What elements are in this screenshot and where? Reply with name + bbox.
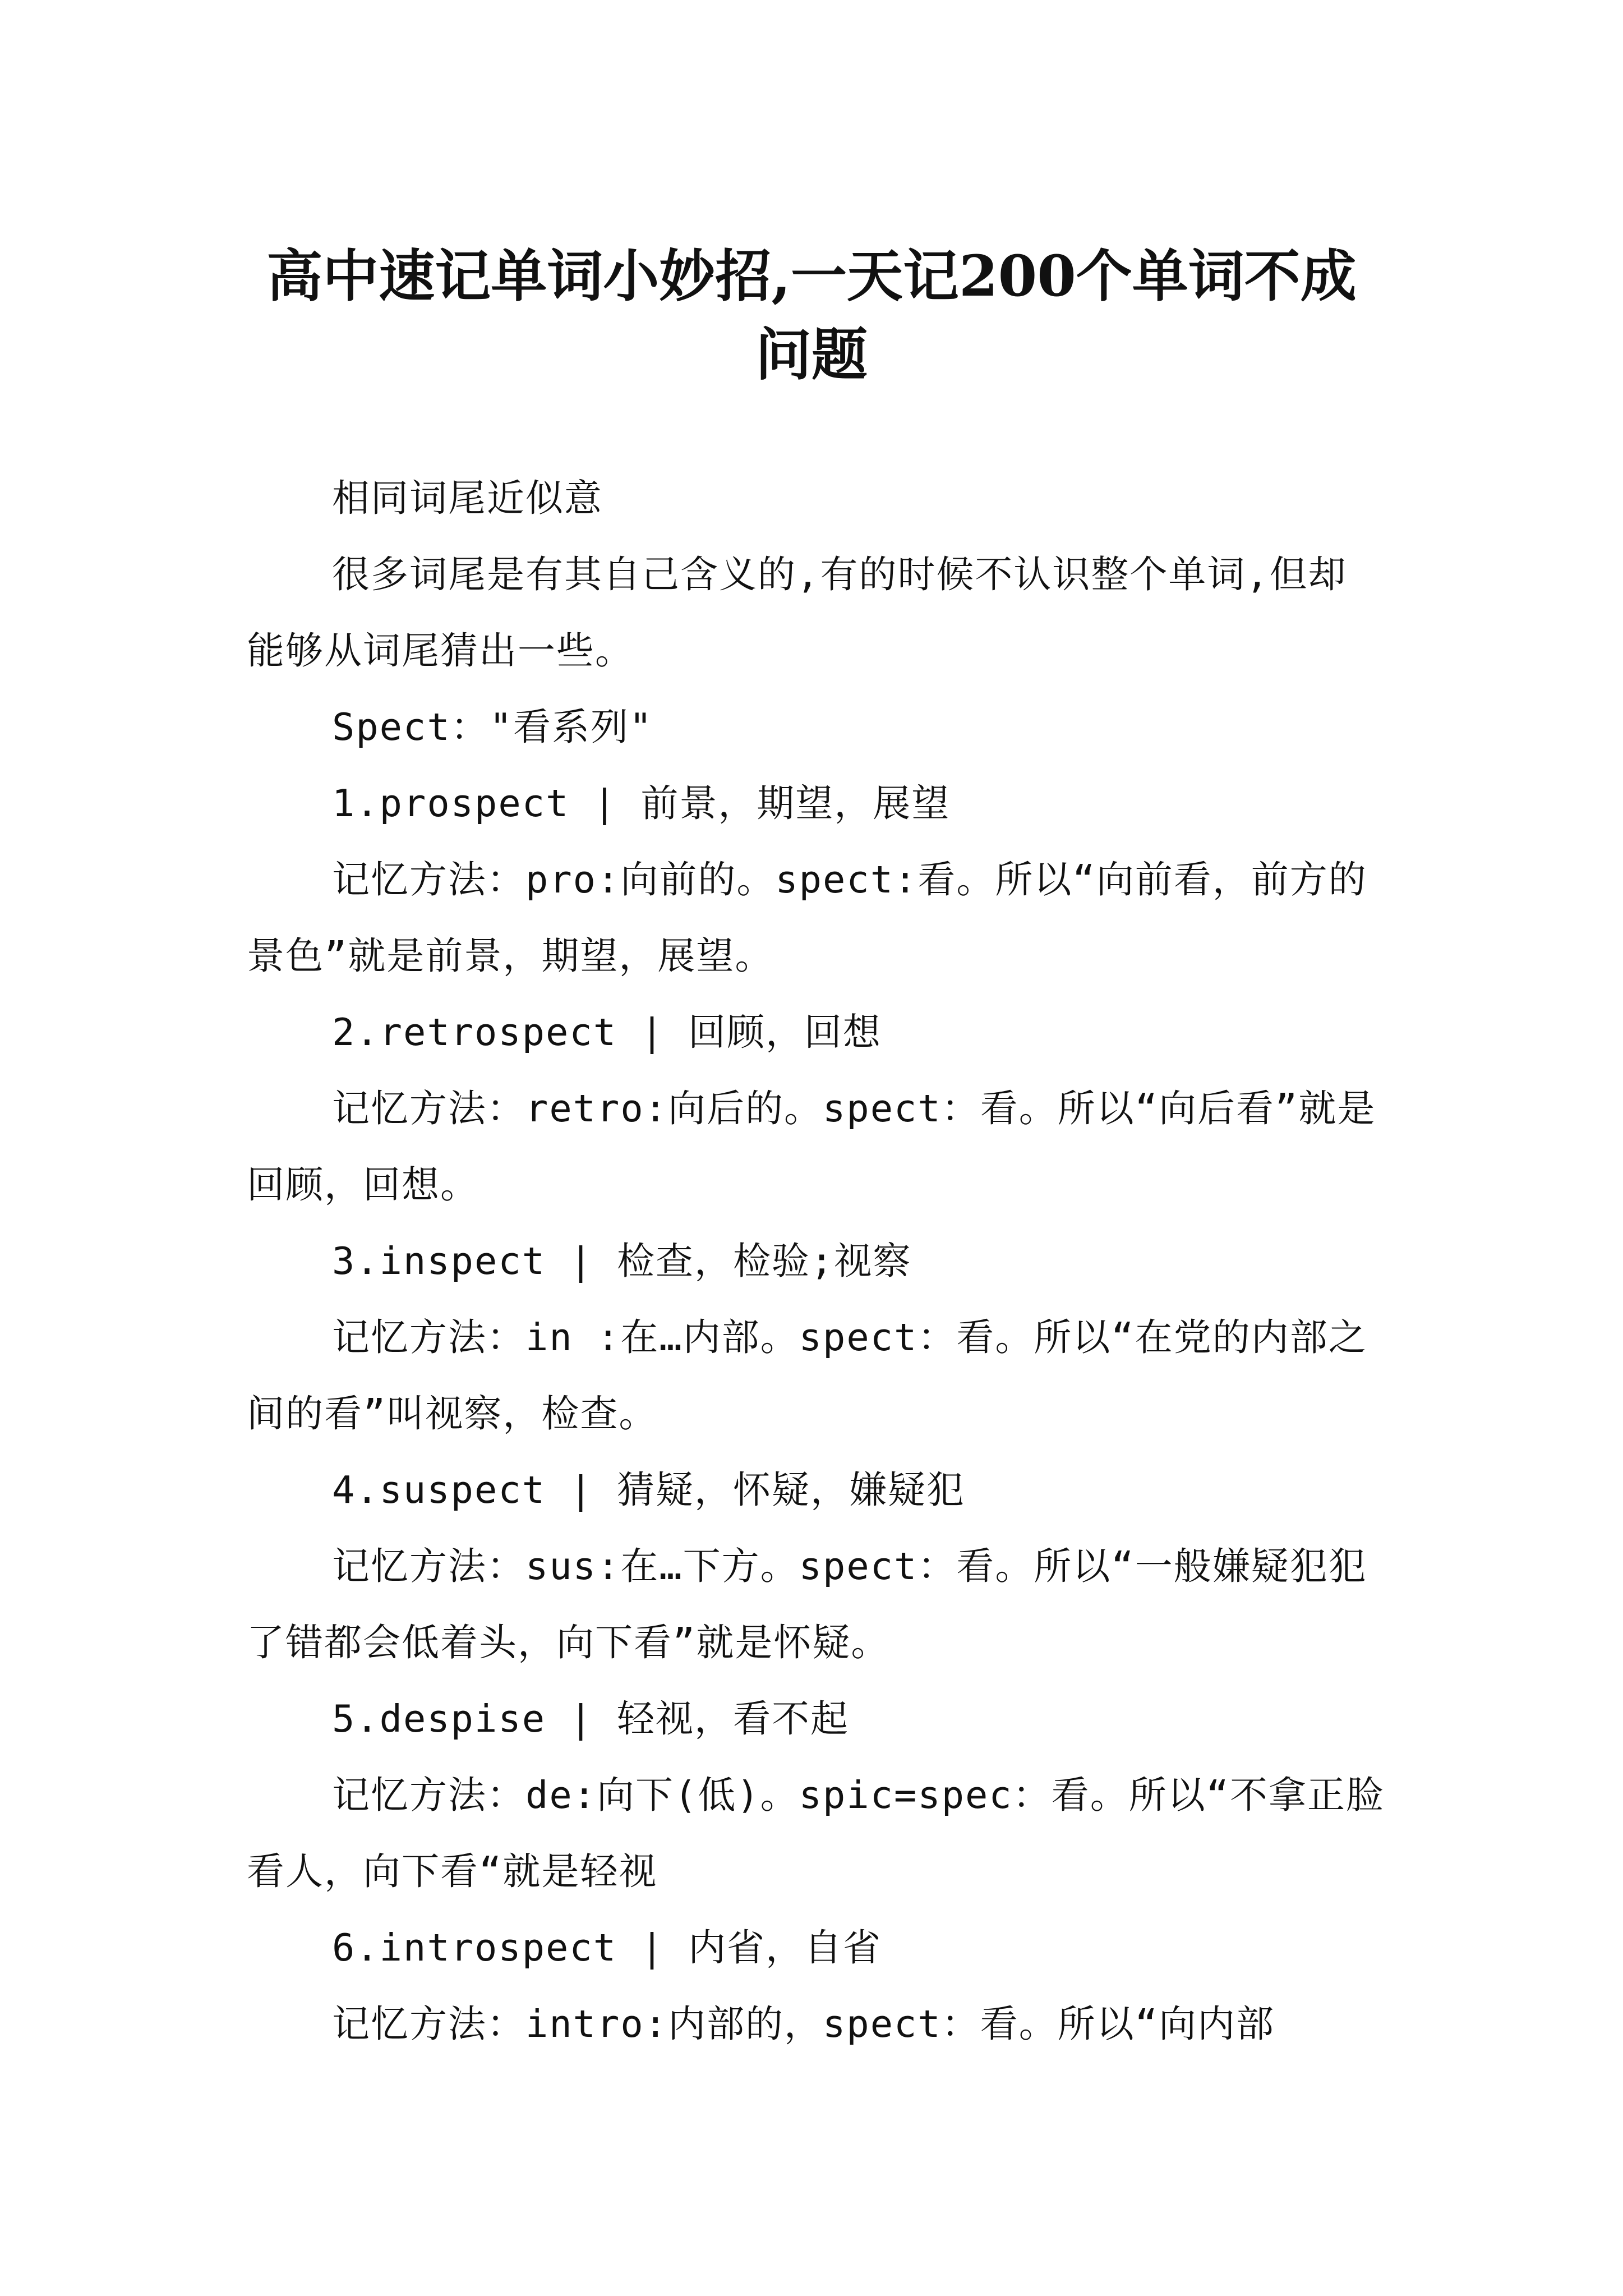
word-entry-prospect: 1.prospect | 前景，期望，展望 xyxy=(332,781,951,825)
memory-method-introspect: 记忆方法：intro:内部的，spect：看。所以“向内部 xyxy=(332,2002,1275,2046)
word-entry-despise: 5.despise | 轻视，看不起 xyxy=(332,1697,850,1741)
document-title: 高中速记单词小妙招,一天记200个单词不成问题 xyxy=(266,243,1357,388)
word-entry-retrospect: 2.retrospect | 回顾，回想 xyxy=(332,1010,882,1054)
word-entry-introspect: 6.introspect | 内省，自省 xyxy=(332,1926,882,1970)
paragraph-intro: 很多词尾是有其自己含义的,有的时候不认识整个单词,但却能够从词尾猜出一些。 xyxy=(247,553,1347,673)
memory-method-retrospect: 记忆方法：retro:向后的。spect：看。所以“向后看”就是回顾，回想。 xyxy=(247,1087,1376,1207)
word-entry-inspect: 3.inspect | 检查，检验;视察 xyxy=(332,1239,912,1283)
word-entry-suspect: 4.suspect | 猜疑，怀疑，嫌疑犯 xyxy=(332,1468,966,1512)
memory-method-despise: 记忆方法：de:向下(低)。spic=spec：看。所以“不拿正脸看人，向下看“就是轻视 xyxy=(247,1773,1385,1893)
memory-method-inspect: 记忆方法：in :在…内部。spect：看。所以“在党的内部之间的看”叫视察，检查。 xyxy=(247,1315,1367,1435)
memory-method-suspect: 记忆方法：sus:在…下方。spect：看。所以“一般嫌疑犯犯了错都会低着头，向下看”就是怀疑。 xyxy=(247,1544,1367,1664)
paragraph-section-heading: 相同词尾近似意 xyxy=(332,476,603,520)
memory-method-prospect: 记忆方法：pro:向前的。spect:看。所以“向前看，前方的景色”就是前景，期望，展望。 xyxy=(247,858,1367,978)
paragraph-spect-heading: Spect："看系列" xyxy=(332,705,653,749)
document-body xyxy=(247,460,1385,2062)
